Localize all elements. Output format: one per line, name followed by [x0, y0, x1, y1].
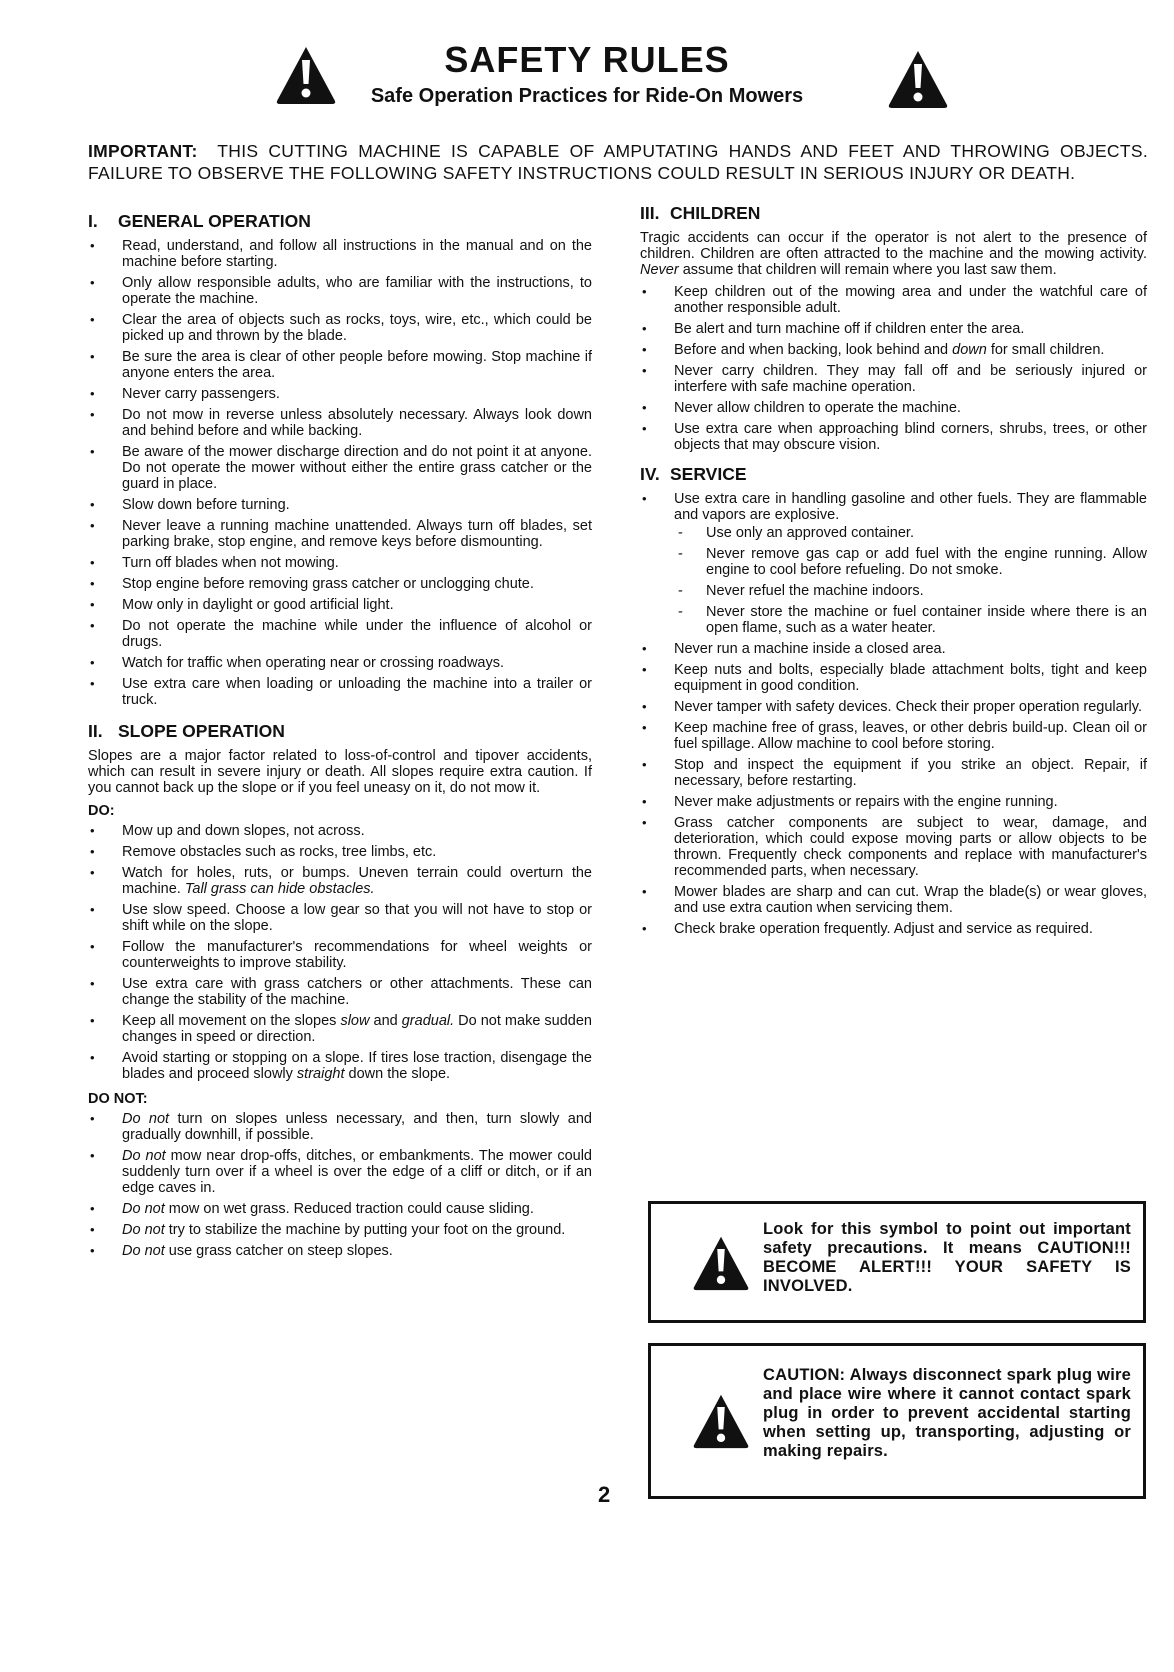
- section-children-heading: III. CHILDREN: [640, 203, 761, 223]
- list-item: • Keep children out of the mowing area and under the watchful care of another responsible adult.: [640, 284, 1147, 316]
- list-item: • Never leave a running machine unattended. Always turn off blades, set parking brake, stop engine, and remove keys before dismounting.: [88, 518, 592, 550]
- warning-triangle-icon: [886, 48, 950, 110]
- service-list: [640, 491, 1147, 937]
- list-item: • Use extra care when loading or unloading the machine into a trailer or truck.: [88, 676, 592, 708]
- list-item: • Never tamper with safety devices. Check their proper operation regularly.: [640, 699, 1147, 715]
- list-item: • Use extra care with grass catchers or other attachments. These can change the stability of the machine.: [88, 976, 592, 1008]
- list-item: • Mow only in daylight or good artificial light.: [88, 597, 592, 613]
- list-item: • Follow the manufacturer's recommendations for wheel weights or counterweights to improve stability.: [88, 939, 592, 971]
- list-item: • Keep nuts and bolts, especially blade attachment bolts, tight and keep equipment in good condition.: [640, 662, 1147, 694]
- important-label: IMPORTANT:: [88, 141, 198, 161]
- list-item: • Slow down before turning.: [88, 497, 592, 513]
- list-item: • Grass catcher components are subject to wear, damage, and deterioration, which could expose moving parts or allow objects to be thrown. Frequently check components and replace with manufacturer's recommended parts, when necessary.: [640, 815, 1147, 879]
- page-title: SAFETY RULES: [444, 39, 730, 80]
- caution-box: [648, 1343, 1146, 1499]
- list-item: • Never carry passengers.: [88, 386, 592, 402]
- list-item: • Do not mow in reverse unless absolutely necessary. Always look down and behind before and while backing.: [88, 407, 592, 439]
- list-item: • Only allow responsible adults, who are familiar with the instructions, to operate the machine.: [88, 275, 592, 307]
- list-item: • Before and when backing, look behind and down for small children.: [640, 342, 1147, 358]
- general-operation-list: [88, 238, 592, 708]
- do-heading: DO:: [88, 803, 115, 819]
- list-item: • Never make adjustments or repairs with the engine running.: [640, 794, 1147, 810]
- list-item: • Do not operate the machine while under the influence of alcohol or drugs.: [88, 618, 592, 650]
- list-item: • Read, understand, and follow all instructions in the manual and on the machine before starting.: [88, 238, 592, 270]
- page-number: 2: [598, 1482, 611, 1507]
- list-item: • Never carry children. They may fall off and be seriously injured or interfere with safe machine operation.: [640, 363, 1147, 395]
- list-item: • Do not mow on wet grass. Reduced traction could cause sliding.: [88, 1201, 592, 1217]
- safety-symbol-text: Look for this symbol to point out important safety precautions. It means CAUTION!!! BECOME ALERT!!! YOUR SAFETY IS INVOLVED.: [763, 1220, 1131, 1295]
- list-item: • Do not turn on slopes unless necessary, and then, turn slowly and gradually downhill, if possible.: [88, 1111, 592, 1143]
- caution-text: CAUTION: Always disconnect spark plug wire and place wire where it cannot contact spark plug in order to prevent accidental starting when setting up, transporting, adjusting or making repairs.: [763, 1366, 1131, 1460]
- left-column: [88, 210, 592, 1267]
- list-item: • Do not use grass catcher on steep slopes.: [88, 1243, 592, 1259]
- important-text: THIS CUTTING MACHINE IS CAPABLE OF AMPUTATING HANDS AND FEET AND THROWING OBJECTS. FAILURE TO OBSERVE THE FOLLOWING SAFETY INSTRUCTIONS COULD RESULT IN SERIOUS INJURY OR DEATH.: [88, 141, 1148, 183]
- list-item: • Use slow speed. Choose a low gear so that you will not have to stop or shift while on the slope.: [88, 902, 592, 934]
- list-item: • Never allow children to operate the machine.: [640, 400, 1147, 416]
- list-item: • Be aware of the mower discharge direction and do not point it at anyone. Do not operate the mower without either the entire grass catcher or the guard in place.: [88, 444, 592, 492]
- warning-triangle-icon: [691, 1392, 751, 1450]
- slope-intro: Slopes are a major factor related to loss-of-control and tipover accidents, which can result in severe injury or death. All slopes require extra caution. If you cannot back up the slope or if you feel uneasy on it, do not mow it.: [88, 748, 592, 796]
- list-item: • Do not try to stabilize the machine by putting your foot on the ground.: [88, 1222, 592, 1238]
- list-item: • Remove obstacles such as rocks, tree limbs, etc.: [88, 844, 592, 860]
- list-item: • Mower blades are sharp and can cut. Wrap the blade(s) or wear gloves, and use extra caution when servicing them.: [640, 884, 1147, 916]
- do-not-heading: DO NOT:: [88, 1091, 148, 1107]
- fuel-sublist: [674, 525, 1147, 636]
- list-item: - Use only an approved container.: [674, 525, 1147, 541]
- list-item: • Turn off blades when not mowing.: [88, 555, 592, 571]
- list-item: • Never run a machine inside a closed area.: [640, 641, 1147, 657]
- list-item: • Be alert and turn machine off if children enter the area.: [640, 321, 1147, 337]
- list-item: - Never remove gas cap or add fuel with the engine running. Allow engine to cool before refueling. Do not smoke.: [674, 546, 1147, 578]
- list-item: • Clear the area of objects such as rocks, toys, wire, etc., which could be picked up and thrown by the blade.: [88, 312, 592, 344]
- list-item: • Mow up and down slopes, not across.: [88, 823, 592, 839]
- children-list: [640, 284, 1147, 453]
- list-item: - Never refuel the machine indoors.: [674, 583, 1147, 599]
- page-header: [0, 40, 1174, 120]
- list-item: • Use extra care when approaching blind corners, shrubs, trees, or other objects that may obscure vision.: [640, 421, 1147, 453]
- list-item: • Do not mow near drop-offs, ditches, or embankments. The mower could suddenly turn over if a wheel is over the edge of a cliff or ditch, or if an edge caves in.: [88, 1148, 592, 1196]
- list-item: • Watch for holes, ruts, or bumps. Uneven terrain could overturn the machine. Tall grass can hide obstacles.: [88, 865, 592, 897]
- list-item: • Keep machine free of grass, leaves, or other debris build-up. Clean oil or fuel spillage. Allow machine to cool before storing.: [640, 720, 1147, 752]
- important-notice: [88, 140, 1148, 184]
- list-item: • Stop engine before removing grass catcher or unclogging chute.: [88, 576, 592, 592]
- children-intro: Tragic accidents can occur if the operator is not alert to the presence of children. Children are often attracted to the machine and the mowing activity. Never assume that children will remain where you last saw them.: [640, 230, 1147, 278]
- list-item: • Watch for traffic when operating near or crossing roadways.: [88, 655, 592, 671]
- list-item: • Avoid starting or stopping on a slope. If tires lose traction, disengage the blades and proceed slowly straight down the slope.: [88, 1050, 592, 1082]
- slope-do-not-list: [88, 1111, 592, 1259]
- slope-do-list: [88, 823, 592, 1082]
- warning-triangle-icon: [691, 1234, 751, 1292]
- right-column: [640, 202, 1147, 945]
- section-slope-heading: II. SLOPE OPERATION: [88, 721, 285, 741]
- page-subtitle: Safe Operation Practices for Ride-On Mowers: [370, 85, 804, 107]
- list-item: • Be sure the area is clear of other people before mowing. Stop machine if anyone enters the area.: [88, 349, 592, 381]
- list-item: - Never store the machine or fuel container inside where there is an open flame, such as a water heater.: [674, 604, 1147, 636]
- list-item: • Keep all movement on the slopes slow and gradual. Do not make sudden changes in speed or direction.: [88, 1013, 592, 1045]
- section-general-heading: I. GENERAL OPERATION: [88, 211, 311, 231]
- list-item: • Check brake operation frequently. Adjust and service as required.: [640, 921, 1147, 937]
- safety-symbol-box: [648, 1201, 1146, 1323]
- list-item: • Use extra care in handling gasoline and other fuels. They are flammable and vapors are explosive. - Use only an approved container. - Never remove gas cap or add fuel with the engine running. Allow engine to cool before refueling. Do not smoke. - Never refuel the machine indoors. - Never store the machine or fuel container inside where there is an open flame, such as a water heater.: [640, 491, 1147, 636]
- list-item: • Stop and inspect the equipment if you strike an object. Repair, if necessary, before restarting.: [640, 757, 1147, 789]
- section-service-heading: IV. SERVICE: [640, 464, 747, 484]
